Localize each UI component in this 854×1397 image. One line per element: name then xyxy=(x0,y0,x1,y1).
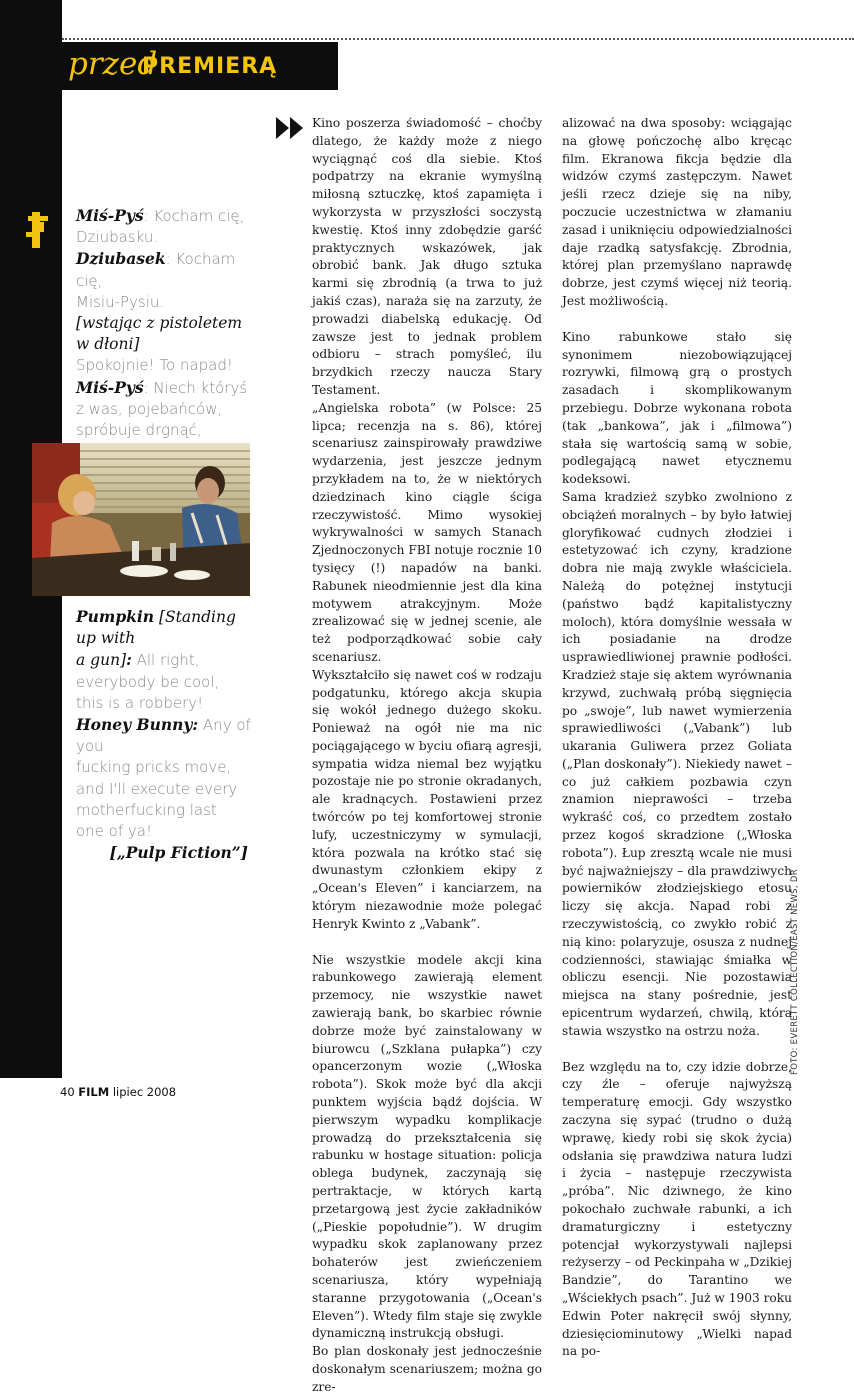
quote-line: spróbuje drgnąć, xyxy=(76,421,202,440)
quote-stage-direction: [Standing up with xyxy=(76,608,236,648)
quote-stage-direction: a gun] xyxy=(76,651,127,670)
quote-line: everybody be cool, xyxy=(76,672,220,691)
article-paragraph: Kino rabunkowe stało się synonimem niezobowiązującej rozrywki, filmową grą o prostych zasadach i skomplikowanym przebiegu. Dobrze wykonana robota (tak „bankowa”, jak i „filmowa”) stała się wartością samą w sobie, podlegającą nawet etycznemu kodeksowi. xyxy=(562,329,792,487)
quote-stage-direction: [wstając z pistoletem w dłoni] xyxy=(76,314,243,354)
photo-credit: FOTO: EVERETT COLLECTION/EAST NEWS, DR xyxy=(790,869,800,1075)
quote-speaker: Dziubasek xyxy=(76,249,166,269)
quote-line: this is a robbery! xyxy=(76,693,204,712)
issue-date: lipiec 2008 xyxy=(112,1085,177,1099)
quote-line: and I'll execute every xyxy=(76,779,238,798)
film-still-illustration xyxy=(32,443,250,596)
quote-speaker: Pumpkin xyxy=(76,607,155,626)
article-paragraph: Kino poszerza świadomość – choćby dlatego, że każdy może z niego wyciągnąć coś dla siebie. Ktoś podpatrzy na ekranie wymyślną miłosną sztuczkę, ktoś zapamięta i wykorzysta w przyszłości soczystą kwestię. Ktoś inny zdobędzie garść praktycznych wskazówek, jak obrobić bank. Jak długo sztuka karmi się zbrodnią (a trwa to już jakiś czas), naraża się na zarzuty, że prowadzi diabelską edukację. Od zawsze jest to jednak problem odbioru – strach pomyśleć, ilu brzydkich rzeczy naucza Stary Testament. xyxy=(312,116,542,397)
quote-line: All right, xyxy=(131,651,200,670)
quote-speaker: Miś-Pyś xyxy=(76,377,144,397)
quote-speaker: : xyxy=(126,650,132,670)
quote-line: : Kocham cię, xyxy=(143,207,245,225)
article-paragraph: „Angielska robota” (w Polsce: 25 lipca; recenzja na s. 86), której scenariusz zainspirowały prawdziwe wydarzenia, jest jeszcze jednym przykładem na to, że w niektórych dziedzinach kino ciągle ściga rzeczywistość. Mimo wysokiej wykrywalności w samych Stanach Zjednoczonych FBI notuje rocznie 10 tysięcy (!) napadów na banki. Rabunek nieodmiennie jest dla kina motywem atrakcyjnym. Może zrealizować się w jednej scenie, ale też podporządkować sobie cały scenariusz. xyxy=(312,400,542,664)
section-header-bold: PREMIERĄ xyxy=(142,54,278,79)
quote-line: : Niech któryś xyxy=(143,378,248,397)
section-header xyxy=(62,42,338,90)
pistol-icon xyxy=(26,212,50,248)
magazine-name: FILM xyxy=(78,1085,110,1099)
quote-speaker: Honey Bunny: xyxy=(76,715,199,735)
page-number: 40 xyxy=(60,1085,75,1099)
quote-line: fucking pricks move, xyxy=(76,758,232,777)
quote-line: motherfucking last xyxy=(76,800,217,819)
film-still-photo xyxy=(32,443,250,596)
article-paragraph: Sama kradzież szybko zwolniono z obciążeń moralnych – by było łatwiej gloryfikować cudnych złodziei i estetyzować ich czyny, kradzione dobra nie mają zwykle właściciela. Należą do potężnej instytucji (państwo bądź kapitalistyczny moloch), która domyślnie wessała w ich posiadanie na drodze usprawiedliwionej prawnie podłości. Kradzież staje się aktem wyrównania krzywd, zuchwałą próbą sięgnięcia po „swoje”, lub nawet wymierzenia sprawiedliwości („Vabank”) lub ukarania Guliwera przez Goliata („Plan doskonały”). Niekiedy nawet – co już całkiem pozbawia czyn znamion nieprawości – trzeba wykraść coś, co przedtem zostało przez kogoś skradzione („Włoska robota”). Łup zresztą wcale nie musi być najważniejszy – dla prawdziwych powierników złodziejskiego etosu liczy się akcja. Napad robi z rzeczywistością, co zwykło robić z nią kino: polaryzuje, osusza z nudnej codzienności, stawiając śmiałka w obliczu esencji. Nie pozostawia miejsca na stany pośrednie, jest epicentrum wydarzeń, chwilą, która stawia wszystko na ostrzu noża. xyxy=(562,489,792,1038)
pulp-fiction-quote-english xyxy=(76,606,254,863)
article-column-2 xyxy=(562,115,792,1361)
header-dotted-rule xyxy=(62,38,854,40)
page-folio xyxy=(60,1085,176,1099)
double-arrow-icon xyxy=(276,117,306,139)
article-column-1 xyxy=(312,115,542,1397)
quote-line: z was, pojebańców, xyxy=(76,399,223,418)
quote-line: Dziubasku. xyxy=(76,228,159,247)
article-paragraph: Bez względu na to, czy idzie dobrze, czy źle – oferuje najwyższą temperaturę emocji. Gdy wszystko zaczyna się sypać (trudno o dużą wprawę, kiedy robi się skok życia) odsłania się prawdziwa natura ludzi i życia – następuje rzeczywista „próba”. Nic dziwnego, że kino pokochało zuchwałe rabunki, a ich dramaturgiczny i estetyczny potencjał wykorzystywali najlepsi reżyserzy – od Peckinpaha w „Dzikiej Bandzie”, do Tarantino we „Wściekłych psach”. Już w 1903 roku Edwin Poter nakręcił swój słynny, dziesięciominutowy „Wielki napad na po- xyxy=(562,1059,792,1359)
article-paragraph: alizować na dwa sposoby: wciągając na głowę pończochę albo kręcąc film. Ekranowa fikcja będzie dla widzów czymś zastępczym. Nawet jeśli rzecz dzieje się na niby, poczucie uczestnictwa w złamaniu zasad i uniknięciu odpowiedzialności daje rzadką satysfakcję. Zbrodnia, której plan przemyślano naprawdę dobrze, jest czymś więcej niż teorią. Jest możliwością. xyxy=(562,116,792,308)
quote-line: Misiu-Pysiu. xyxy=(76,292,165,311)
article-paragraph: Bo plan doskonały jest jednocześnie doskonałym scenariuszem; można go zre- xyxy=(312,1344,542,1394)
quote-line: Any of you xyxy=(76,716,251,756)
quote-line: : Kocham cię, xyxy=(76,250,236,290)
article-paragraph: Wykształciło się nawet coś w rodzaju podgatunku, którego akcja skupia się wokół jednego dużego skoku. Ponieważ na ogół nie ma nic pociągającego w byciu ofiarą agresji, sympatia widza niemal bez wyjątku pozostaje nie po stronie okradanych, ale kradnących. Postawieni przez twórców po tej komfortowej stronie lufy, uczestniczymy w symulacji, która pozwala na krótko stać się dwunastym członkiem ekipy z „Ocean's Eleven” i kanciarzem, na którym niezawodnie może polegać Henryk Kwinto z „Vabank”. xyxy=(312,667,542,931)
article-paragraph: Nie wszystkie modele akcji kina rabunkowego zawierają element przemocy, nie wszystkie nawet zawierają bank, bo skarbiec równie dobrze może być zainstalowany w biurowcu („Szklana pułapka”) czy opancerzonym wozie („Włoska robota”). Skok może być dla akcji punktem wyjścia bądź dojścia. W pierwszym wypadku komplikacje prowadzą do przekształcenia się rabunku w hostage situation: policja oblega budynek, zaczynają się pertraktacje, w których kartą przetargową jest życie zakładników („Pieskie popołudnie”). W drugim wypadku skok zaplanowany przez bohaterów jest zwieńczeniem scenariusza, który wypełniają staranne przygotowania („Ocean's Eleven”). Wtedy film staje się zwykle dynamiczną instrukcją obsługi. xyxy=(312,952,542,1341)
quote-speaker: Miś-Pyś xyxy=(76,206,144,225)
quote-line: Spokojnie! To napad! xyxy=(76,356,233,375)
quote-source: [„Pulp Fiction”] xyxy=(109,843,248,863)
quote-line: one of ya! xyxy=(76,822,152,841)
pulp-fiction-quote-polish xyxy=(76,205,254,484)
section-header-script: przed xyxy=(68,46,158,82)
